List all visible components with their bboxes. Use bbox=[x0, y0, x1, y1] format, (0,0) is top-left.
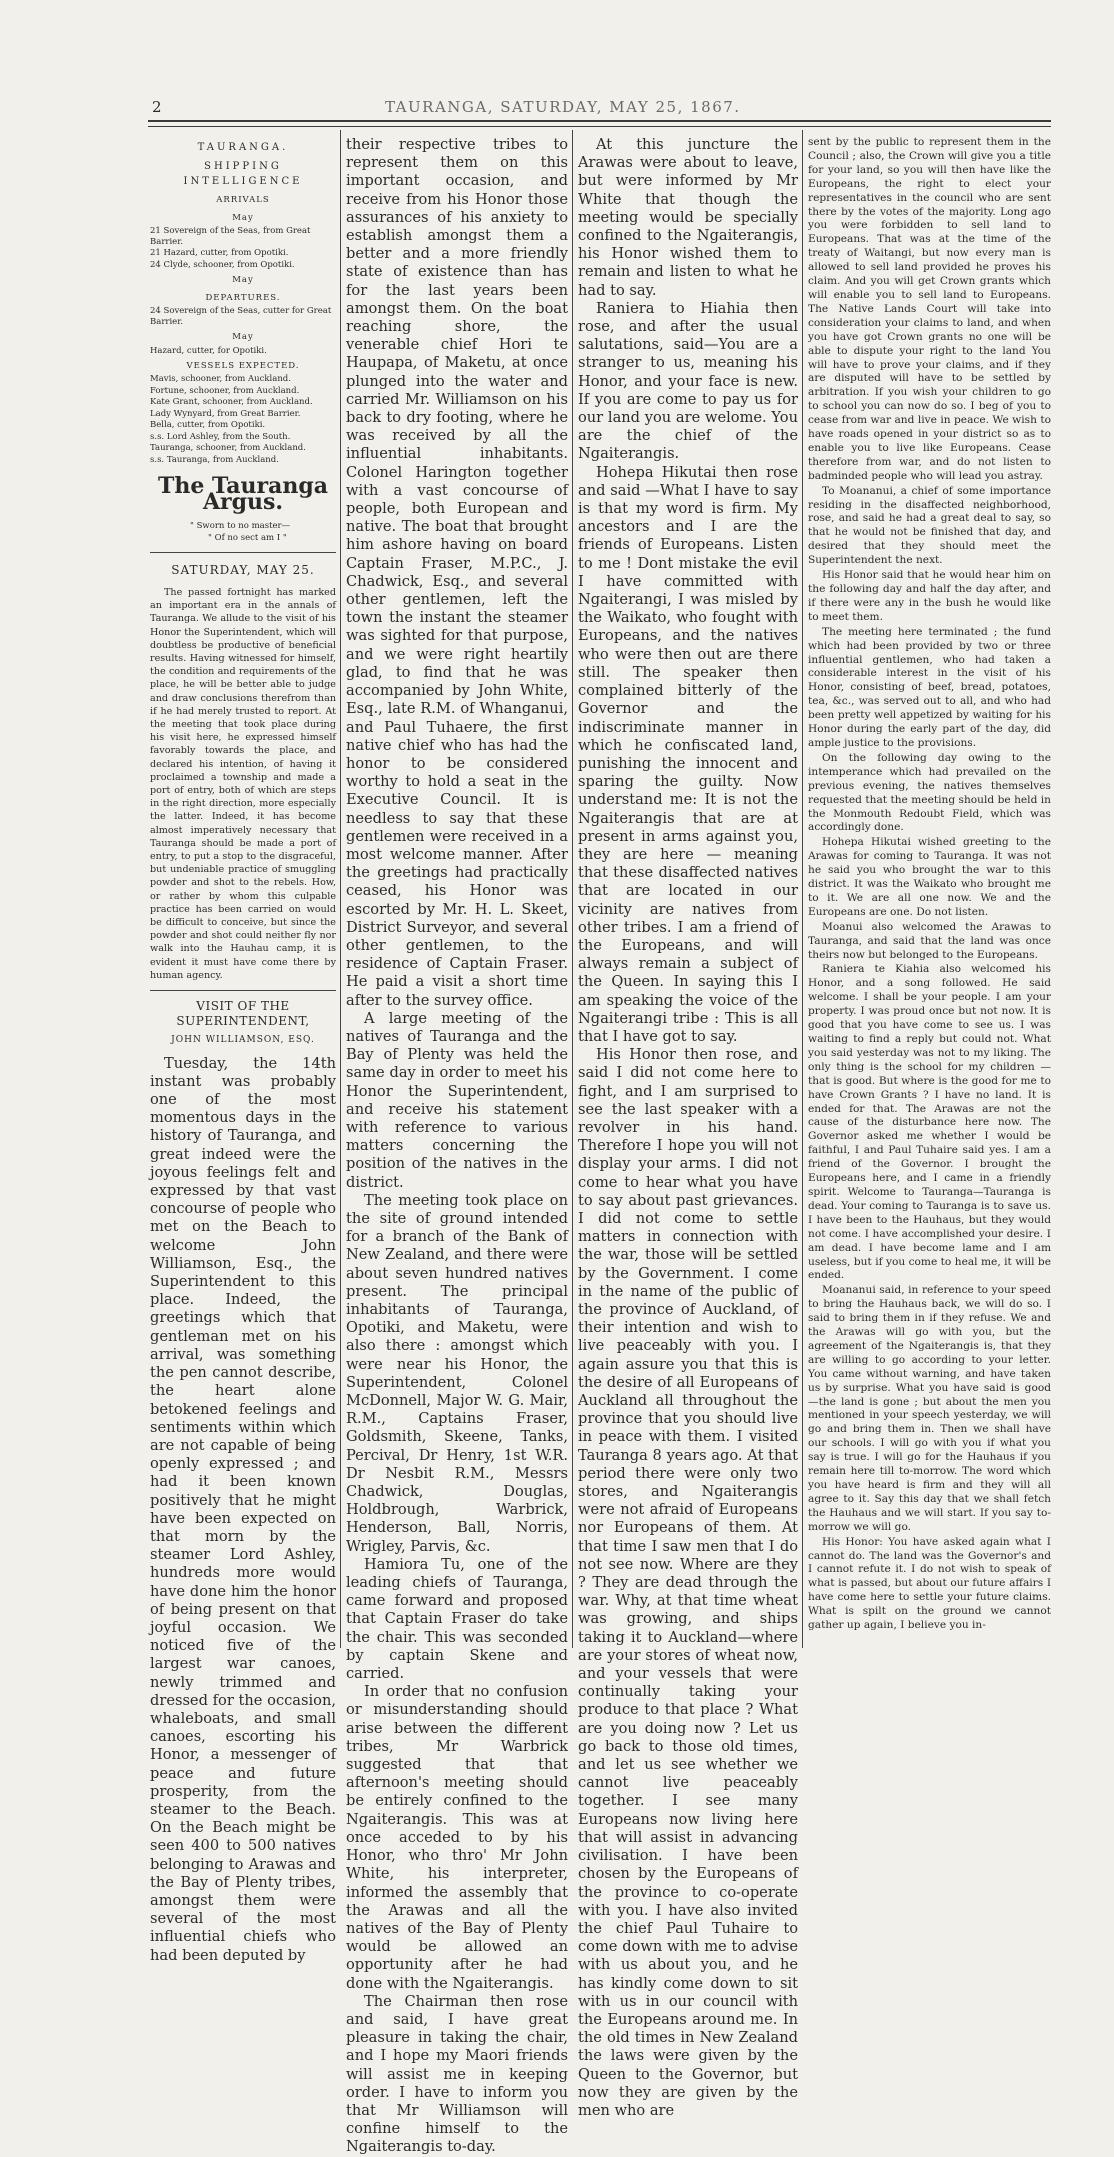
article-paragraph: A large meeting of the natives of Tauranga and the Bay of Plenty was held the same day in order to meet his Honor the Superintendent, and receive his statement with reference to various matters concerning the position of the natives in the district. bbox=[346, 1009, 568, 1191]
departures-month-2: May bbox=[232, 332, 254, 343]
arrival-line: 21 Sovereign of the Seas, from Great Barrier. bbox=[150, 226, 311, 247]
expected-line: s.s. Lord Ashley, from the South. bbox=[150, 431, 291, 442]
divider bbox=[150, 552, 336, 553]
page-number: 2 bbox=[152, 98, 162, 116]
visit-heading: VISIT OF THE SUPERINTENDENT, bbox=[176, 999, 310, 1029]
expected-line: Lady Wynyard, from Great Barrier. bbox=[150, 408, 301, 419]
running-title: TAURANGA, SATURDAY, MAY 25, 1867. bbox=[385, 98, 741, 116]
header-rule-thick bbox=[148, 120, 1051, 122]
arrival-line: 21 Hazard, cutter, from Opotiki. bbox=[150, 248, 289, 259]
editorial-text: The passed fortnight has marked an important era in the annals of Tauranga. We allude to the visit of his Honor the Superintendent, which will doubtless be productive of beneficial results. Having witnessed for himself, the condition and requirements of the place, he will be better able to judge and draw conclusions therefrom than if he had merely trusted to report. At the meeting that took place during his visit here, he expressed himself favorably towards the place, and declared his intention, of having it proclaimed a township and made a port of entry, both of which are steps in the right direction, more especially the latter. Indeed, it has become almost imperatively necessary that Tauranga should be made a port of entry, to put a stop to the disgraceful, but undeniable practice of smuggling powder and shot to the rebels. How, or rather by whom this culpable practice has been carried on would be difficult to conceive, but since the powder and shot could neither fly nor walk into the Hauhau camp, it is evident it must have come there by human agency. bbox=[150, 586, 336, 981]
departures-heading: DEPARTURES. bbox=[205, 293, 281, 304]
expected-line: Kate Grant, schooner, from Auckland. bbox=[150, 397, 313, 408]
expected-line: Tauranga, schooner, from Auckland. bbox=[150, 443, 306, 454]
article-paragraph: The meeting here terminated ; the fund which had been provided by two or three influential gentlemen, who had taken a considerable interest in the visit of his Honor, consisting of beef, bread, potatoes, tea, &c., was served out to all, and who had been pretty well appetized by waiting for his Honor during the early part of the day, did ample justice to the provisions. bbox=[808, 625, 1051, 749]
paper-title: The Tauranga Argus. bbox=[157, 473, 329, 515]
expected-line: s.s. Tauranga, from Auckland. bbox=[150, 454, 279, 465]
expected-line: Mavis, schooner, from Auckland. bbox=[150, 374, 291, 385]
column-1 bbox=[150, 136, 336, 1964]
column-2 bbox=[346, 136, 568, 2156]
departure-line: 24 Sovereign of the Seas, cutter for Great Barrier. bbox=[150, 306, 332, 327]
arrival-line: 24 Clyde, schooner, from Opotiki. bbox=[150, 259, 295, 270]
shipping-heading: SHIPPING INTELLIGENCE bbox=[183, 161, 303, 188]
column-divider-3 bbox=[802, 130, 803, 1648]
column-3 bbox=[578, 136, 798, 2119]
article-paragraph: Hohepa Hikutai then rose and said —What I have to say is that my word is firm. My ancestors and I are the friends of Europeans. Listen to me ! Dont mistake the evil I have committed with Ngaiterangi, I was misled by the Waikato, who fought with Europeans, and the natives who were then out are there still. The speaker then complained bitterly of the Governor and the indiscriminate manner in which he confiscated land, punishing the innocent and sparing the guilty. Now understand me: It is not the Ngaiterangis that are at present in arms against you, they are here — meaning that these disaffected natives that are located in our vicinity are natives from other tribes. I am a friend of the Europeans, and will always remain a subject of the Queen. In saying this I am speaking the voice of the Ngaiterangi tribe : This is all that I have got to say. bbox=[578, 463, 798, 1045]
column-4 bbox=[808, 136, 1051, 1644]
article-paragraph: His Honor then rose, and said I did not come here to fight, and I am surprised to see the last speaker with a revolver in his hand. Therefore I hope you will not display your arms. I did not come to hear what you have to say about past grievances. I did not come to settle matters in connection with the war, those will be settled by the Government. I come in the name of the public of the province of Auckland, of their intention and wish to live peaceably with you. I again assure you that this is the desire of all Europeans of Auckland all throughout the province that you should live in peace with them. I visited Tauranga 8 years ago. At that period there were only two stores, and Ngaiterangis were not afraid of Europeans nor Europeans of them. At that time I saw men that I do not see now. Where are they ? They are dead through the war. Why, at that time wheat was growing, and ships taking it to Auckland—where are your stores of wheat now, and your vessels that were continually taking your produce to that place ? What are you doing now ? Let us go back to those old times, and let us see whether we cannot live peaceably together. I see many Europeans now living here that will assist in advancing civilisation. I have been chosen by the Europeans of the province to co-operate with you. I have also invited the chief Paul Tuhaire to come down with me to advise with us about you, and he has kindly come down to sit with us in our council with the Europeans around me. In the old times in New Zealand the laws were given by the Queen to the Governor, but now they are given by the men who are bbox=[578, 1046, 798, 2119]
article-paragraph: At this juncture the Arawas were about to leave, but were informed by Mr White that though the meeting would be specially confined to the Ngaiterangis, his Honor wished them to remain and listen to what he had to say. bbox=[578, 136, 798, 299]
article-paragraph: On the following day owing to the intemperance which had prevailed on the previous evening, the natives themselves requested that the meeting should be held in the Monmouth Redoubt Field, which was accordingly done. bbox=[808, 751, 1051, 834]
article-paragraph: Raniera te Kiahia also welcomed his Honor, and a song followed. He said welcome. I shall be your people. I am your property. I was proud once but not now. It is good that you have come to see us. I was waiting to find a reply but could not. What you said yesterday was not to my liking. The only thing is the school for my children —that is good. But where is the good for me to have Crown Grants ? I have no land. It is ended for that. The Arawas are not the cause of the disturbance here now. The Governor asked me whether I would be faithful, I and Paul Tuhaire said yes. I am a friend of the Governor. I brought the Europeans here, and I came in a friendly spirit. Welcome to Tauranga—Tauranga is dead. Your coming to Tauranga is to save us. I have been to the Hauhaus, but they would not come. I have accomplished your desire. I am dead. I have become lame and I am useless, but if you come to heal me, it will be ended. bbox=[808, 963, 1051, 1282]
article-paragraph: their respective tribes to represent them on this important occasion, and receive from his Honor those assurances of his anxiety to establish amongst them a better and a more friendly state of existence than has for the last years been amongst them. On the boat reaching shore, the venerable chief Hori te Haupapa, of Maketu, at once plunged into the water and carried Mr. Williamson on his back to dry footing, where he was received by all the influential inhabitants. Colonel Harington together with a vast concourse of people, both European and native. The boat that brought him ashore having on board Captain Fraser, M.P.C., J. Chadwick, Esq., and several other gentlemen, left the town the instant the steamer was sighted for that purpose, and we were right heartily glad, to find that he was accompanied by John White, Esq., late R.M. of Whanganui, and Paul Tuhaere, the first native chief who has had the honor to be considered worthy to hold a seat in the Executive Council. It is needless to say that these gentlemen were received in a most welcome manner. After the greetings had practically ceased, his Honor was escorted by Mr. H. L. Skeet, District Surveyor, and several other gentlemen, to the residence of Captain Fraser. He paid a visit a short time after to the survey office. bbox=[346, 136, 568, 1009]
article-paragraph: The Chairman then rose and said, I have great pleasure in taking the chair, and I hope my Maori friends will assist me in keeping order. I have to inform you that Mr Williamson will confine himself to the Ngaiterangis to-day. bbox=[346, 1992, 568, 2156]
article-paragraph: His Honor said that he would hear him on the following day and half the day after, and if there were any in the bush he would like to meet them. bbox=[808, 569, 1051, 623]
visit-subheading: JOHN WILLIAMSON, ESQ. bbox=[171, 1035, 315, 1046]
column-divider-2 bbox=[572, 130, 573, 1648]
article-paragraph: Hamiora Tu, one of the leading chiefs of Tauranga, came forward and proposed that Captain Fraser do take the chair. This was seconded by captain Skene and carried. bbox=[346, 1555, 568, 1683]
article-paragraph: The meeting took place on the site of ground intended for a branch of the Bank of New Zealand, and there were about seven hundred natives present. The principal inhabitants of Tauranga, Opotiki, and Maketu, were also there : amongst which were near his Honor, the Superintendent, Colonel McDonnell, Major W. G. Mair, R.M., Captains Fraser, Goldsmith, Skeene, Tanks, Percival, Dr Henry, 1st W.R. Dr Nesbit R.M., Messrs Chadwick, Douglas, Holdbrough, Warbrick, Henderson, Ball, Norris, Wrigley, Parvis, &c. bbox=[346, 1191, 568, 1555]
divider bbox=[150, 990, 336, 991]
article-paragraph: His Honor: You have asked again what I cannot do. The land was the Governor's and I cannot refute it. I do not wish to speak of what is passed, but about our future affairs I have come here to settle your future claims. What is spilt on the ground we cannot gather up again, I believe you in- bbox=[808, 1535, 1051, 1632]
article-paragraph: Hohepa Hikutai wished greeting to the Arawas for coming to Tauranga. It was not he said you who brought the war to this district. It was the Waikato who brought me to it. We are all one now. We and the Europeans are one. Do not listen. bbox=[808, 836, 1051, 918]
article-paragraph: Moananui said, in reference to your speed to bring the Hauhaus back, we will do so. I said to bring them in if they refuse. We and the Arawas will go with you, but the agreement of the Ngaiterangis is, that they are willing to go according to your letter. You came without warning, and have taken us by surprise. What you have said is good —the land is gone ; but about the men you mentioned in your speech yesterday, we will go and bring them in. Then we shall have our schools. I will go with you if what you say is true. I will go for the Hauhaus if you remain here till to-morrow. The word which you have heard is firm and they will all agree to it. Say this day that we shall fetch the Hauhaus and we will start. If you say to-morrow we will go. bbox=[808, 1284, 1051, 1533]
column-divider-1 bbox=[340, 130, 341, 1648]
article-paragraph: In order that no confusion or misunderstanding should arise between the different tribes, Mr Warbrick suggested that that afternoon's meeting should be entirely confined to the Ngaiterangis. This was at once acceded to by his Honor, who thro' Mr John White, his interpreter, informed the assembly that the Arawas and all the natives of the Bay of Plenty would be allowed an opportunity after he had done with the Ngaiterangis. bbox=[346, 1683, 568, 1992]
arrivals-month: May bbox=[232, 212, 254, 223]
article-paragraph: Raniera to Hiahia then rose, and after the usual salutations, said—You are a stranger to us, meaning his Honor, and your face is new. If you are come to pay us for our land you are welome. You are the chief of the Ngaiterangis. bbox=[578, 299, 798, 463]
motto-line-2: " Of no sect am I " bbox=[208, 532, 287, 543]
departures-month: May bbox=[232, 275, 254, 286]
date-heading: SATURDAY, MAY 25. bbox=[171, 562, 315, 577]
place-heading: TAURANGA. bbox=[197, 142, 289, 153]
article-paragraph: To Moananui, a chief of some importance residing in the disaffected neighborhood, rose, and said he had a great deal to say, so that he would not be finished that day, and desired that they should meet the Superintendent the next. bbox=[808, 484, 1051, 567]
visit-text: Tuesday, the 14th instant was probably one of the most momentous days in the history of Tauranga, and great indeed were the joyous feelings felt and expressed by that vast concourse of people who met on the Beach to welcome John Williamson, Esq., the Superintendent to this place. Indeed, the greetings which that gentleman met on his arrival, was something the pen cannot describe, the heart alone betokened feelings and sentiments within which are not capable of being openly expressed ; and had it been known positively that he might have been expected on that morn by the steamer Lord Ashley, hundreds more would have done him the honor of being present on that joyful occasion. We noticed five of the largest war canoes, newly trimmed and dressed for the occasion, whaleboats, and small canoes, escorting his Honor, a messenger of peace and future prosperity, from the steamer to the Beach. On the Beach might be seen 400 to 500 natives belonging to Arawas and the Bay of Plenty tribes, amongst them were several of the most influential chiefs who had been deputed by bbox=[150, 1054, 336, 1964]
expected-line: Fortune, schooner, from Auckland. bbox=[150, 385, 300, 396]
departure-line: Hazard, cutter, for Opotiki. bbox=[150, 345, 267, 356]
expected-heading: VESSELS EXPECTED. bbox=[186, 361, 300, 372]
motto-line-1: " Sworn to no master— bbox=[190, 520, 291, 531]
article-paragraph: Moanui also welcomed the Arawas to Tauranga, and said that the land was once theirs now but belonged to the Europeans. bbox=[808, 920, 1051, 961]
expected-line: Bella, cutter, from Opotiki. bbox=[150, 420, 266, 431]
arrivals-heading: ARRIVALS bbox=[216, 194, 270, 205]
article-paragraph: sent by the public to represent them in the Council ; also, the Crown will give you a title for your land, so you will then have like the Europeans, the right to elect your representatives in the council who are sent there by the votes of the majority. Long ago you were forbidden to sell land to Europeans. That was at the time of the treaty of Waitangi, but now every man is allowed to sell land provided he proves his claim. And you will get Crown grants which will enable you to sell land to Europeans. The Native Lands Court will take into consideration your claims to land, and when you have got Crown grants no one will be able to dispute your right to the land You will have to prove your claims, and if they are disputed will have to be settled by arbitration. If you wish your children to go to school you can now do so. I beg of you to cease from war and live in peace. We wish to have roads opened in your district so as to enable you to live like Europeans. Cease therefore from war, and do not listen to badminded people who will lead you astray. bbox=[808, 136, 1051, 482]
header-rule-thin bbox=[148, 126, 1051, 127]
